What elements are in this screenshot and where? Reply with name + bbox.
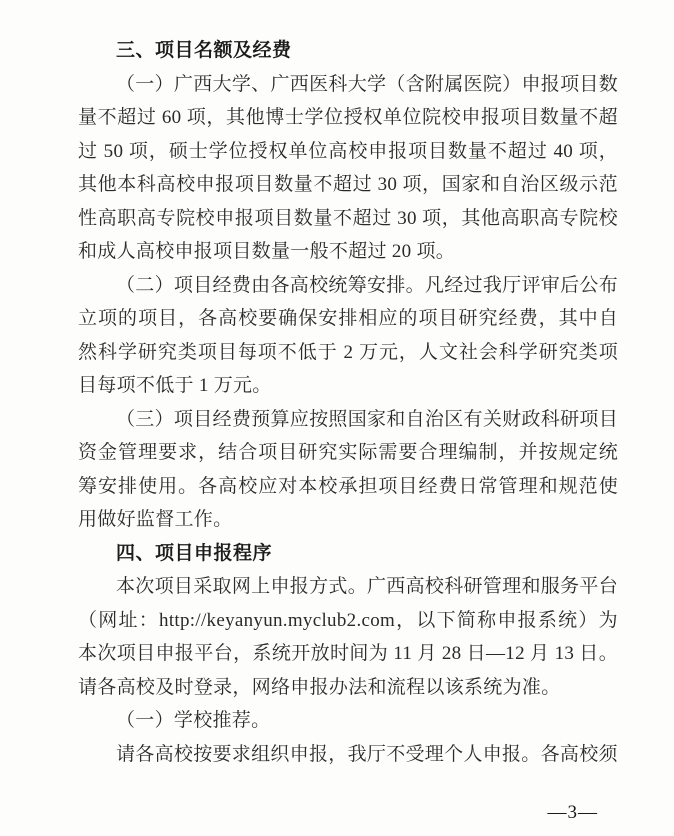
section-heading-project-quota-and-funding: 三、项目名额及经费 xyxy=(116,39,292,61)
section-heading-application-procedure: 四、项目申报程序 xyxy=(116,541,273,564)
paragraph-funding-arrangement: （二）项目经费由各高校统筹安排。凡经过我厅评审后公布立项的项目，各高校要确保安排相应的项目研究经费，其中自然科学研究类项目每项不低于 2 万元，人文社会科学研究类项目每项不低于 1 万元。 xyxy=(78,274,618,396)
paragraph-school-recommendation-label: （一）学校推荐。 xyxy=(116,710,271,731)
paragraph-organized-application: 请各高校按要求组织申报，我厅不受理个人申报。各高校须 xyxy=(116,743,618,765)
document-content xyxy=(78,34,618,771)
paragraph-quota-limits: （一）广西大学、广西医科大学（含附属医院）申报项目数量不超过 60 项，其他博士学位授权单位院校申报项目数量不超过 50 项，硕士学位授权单位高校申报项目数量不超过 40 项，其他本科高校申报项目数量不超过 30 项，国家和自治区级示范性高职高专院校申报项目数量不超过 30 项，其他高职高专院校和成人高校申报项目数量一般不超过 20 项。 xyxy=(78,73,618,262)
page-number: —3— xyxy=(547,802,598,823)
paragraph-budget-rules: （三）项目经费预算应按照国家和自治区有关财政科研项目资金管理要求，结合项目研究实际需要合理编制，并按规定统筹安排使用。各高校应对本校承担项目经费日常管理和规范使用做好监督工作。 xyxy=(78,408,618,530)
paragraph-online-application-platform: 本次项目采取网上申报方式。广西高校科研管理和服务平台（网址：http://keyanyun.myclub2.com，以下简称申报系统）为本次项目申报平台，系统开放时间为 11 月 28 日—12 月 13 日。请各高校及时登录，网络申报办法和流程以该系统为准。 xyxy=(78,576,618,698)
